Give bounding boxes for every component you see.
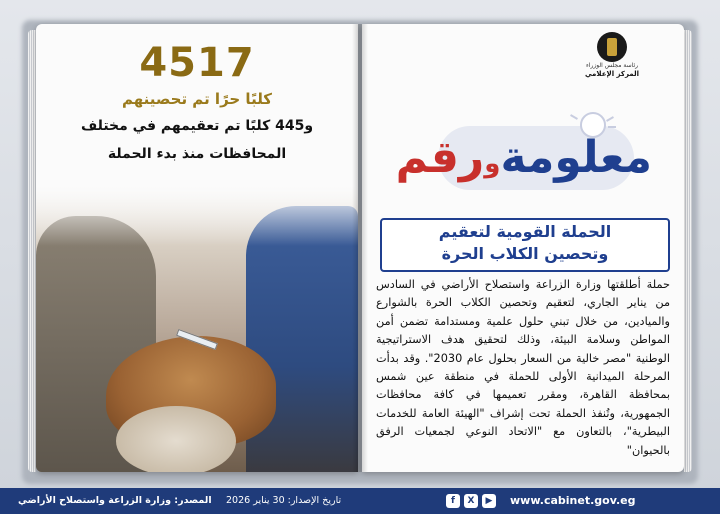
article-body — [376, 276, 670, 460]
dog-figure — [116, 406, 236, 472]
facebook-icon[interactable]: f — [446, 494, 460, 508]
headline-box — [380, 218, 670, 272]
vaccination-photo — [36, 186, 358, 472]
left-line-2: المحافظات منذ بدء الحملة — [107, 146, 287, 162]
right-page — [362, 24, 684, 472]
lightbulb-ray — [570, 114, 578, 120]
photo-fade — [36, 186, 358, 246]
book-spine — [352, 24, 368, 472]
brand-part-2: رقم — [395, 132, 485, 183]
page-edges-left — [28, 30, 36, 472]
release-date: تاريخ الإصدار: 30 يناير 2026 — [226, 495, 342, 506]
number-subtitle: كلبًا حرًا تم تحصينهم — [121, 90, 273, 108]
logo-line-1: رئاسة مجلس الوزراء — [585, 62, 639, 69]
source-credit: المصدر: وزارة الزراعة واستصلاح الأراضي — [18, 495, 212, 506]
left-page — [36, 24, 358, 472]
lightbulb-ray — [608, 126, 616, 128]
x-twitter-icon[interactable]: X — [464, 494, 478, 508]
brand-wordmark — [395, 132, 652, 188]
headline-line-1: الحملة القومية لتعقيم — [438, 222, 612, 241]
article-paragraph: حملة أطلقتها وزارة الزراعة واستصلاح الأراضي في السادس من يناير الجاري، لتعقيم وتحصين الكلاب الحرة بالشوارع والميادين، من خلال تبني حلول علمية ومستدامة تضمن أمن المواطن وسلامة البيئة، وذلك لتحقيق هدف الاستراتيجية الوطنية "مصر خالية من السعار بحلول عام 2030". وقد بدأت المرحلة الميدانية الأولى للحملة في منطقة عين شمس بمحافظة القاهرة، ومقرر تعميمها في كافة محافظات الجمهورية، وتُنفذ الحملة تحت إشراف "الهيئة العامة للخدمات البيطرية"، بالتعاون مع "الاتحاد النوعي لجمعيات الرفق بالحيوان" — [376, 278, 670, 457]
footer-bar — [0, 488, 720, 514]
website-link[interactable]: www.cabinet.gov.eg — [510, 494, 636, 507]
brand-title — [395, 112, 652, 212]
eagle-emblem-icon — [597, 32, 627, 62]
cabinet-logo — [582, 32, 642, 88]
left-line-1: و445 كلبًا تم تعقيمهم في مختلف — [80, 118, 314, 134]
lightbulb-ray — [606, 116, 614, 122]
youtube-icon[interactable]: ▶ — [482, 494, 496, 508]
logo-line-2: المركز الإعلامي — [584, 70, 640, 78]
big-number: 4517 — [139, 40, 255, 86]
page-edges-right — [684, 30, 692, 472]
brand-connector: و — [484, 149, 501, 179]
brand-part-1: معلومة — [500, 132, 652, 183]
headline-line-2: وتحصين الكلاب الحرة — [441, 244, 609, 263]
